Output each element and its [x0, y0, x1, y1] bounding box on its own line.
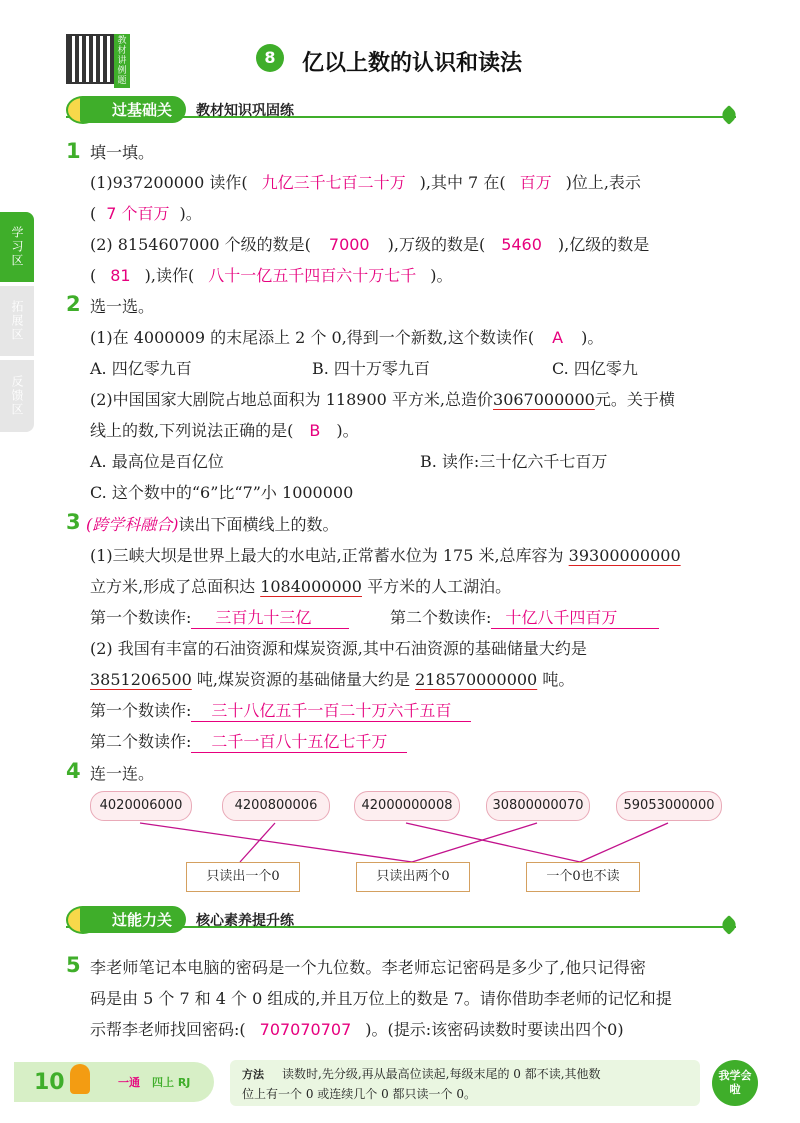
- answer: 十亿八千四百万: [491, 605, 659, 629]
- underlined-number: 39300000000: [568, 546, 681, 565]
- number-card[interactable]: 30800000070: [486, 791, 590, 821]
- answer: 百万: [519, 173, 552, 192]
- q3-reading2: 第二个数读作: 十亿八千四百万: [390, 605, 659, 629]
- category-card[interactable]: 只读出两个0: [356, 862, 470, 892]
- q5-line3: 示帮李老师找回密码:( 707070707 )。(提示:该密码读数时要读出四个0): [90, 1020, 624, 1039]
- q3-reading3: 第一个数读作: 三十八亿五千一百二十万六千五百: [90, 698, 471, 722]
- option-c: C. 四亿零九: [552, 359, 638, 378]
- underlined-number: 218570000000: [415, 670, 538, 689]
- answer: B: [309, 421, 321, 440]
- option-a: A. 最高位是百亿位: [90, 452, 224, 471]
- number-card[interactable]: 42000000008: [354, 791, 460, 821]
- q1-line4: ( 81 ),读作( 八十一亿五千四百六十万七千 )。: [90, 266, 453, 285]
- q4-title: 连一连。: [90, 764, 155, 783]
- q1-line3: (2) 8154607000 个级的数是( 7000 ),万级的数是( 5460 ),亿级的数是: [90, 235, 650, 254]
- lesson-number: 8: [264, 48, 276, 67]
- answer: 三十八亿五千一百二十万六千五百: [191, 698, 471, 722]
- q2-number: 2: [66, 292, 81, 316]
- number-card[interactable]: 4020006000: [90, 791, 192, 821]
- q3-reading1: 第一个数读作: 三百九十三亿: [90, 605, 349, 629]
- q1-line1: (1)937200000 读作( 九亿三千七百二十万 ),其中 7 在( 百万 )位上,表示: [90, 173, 641, 192]
- section-ability: [66, 906, 736, 934]
- q2-line1: (1)在 4000009 的末尾添上 2 个 0,得到一个新数,这个数读作( A )。: [90, 328, 604, 347]
- underlined-number: 1084000000: [260, 577, 362, 596]
- q3-number: 3: [66, 510, 81, 534]
- method-label: 方法: [242, 1068, 264, 1081]
- q3-line4: 3851206500 吨,煤炭资源的基础储量大约是 218570000000 吨。: [90, 670, 575, 689]
- q2-line3: 线上的数,下列说法正确的是( B )。: [90, 421, 359, 440]
- tag-interdisciplinary: (跨学科融合): [86, 515, 179, 534]
- answer: 二千一百八十五亿七千万: [191, 729, 407, 753]
- section-label: 过能力关: [80, 906, 186, 933]
- tab-label: 拓展区: [10, 300, 24, 342]
- q5-line1: 李老师笔记本电脑的密码是一个九位数。李老师忘记密码是多少了,他只记得密: [90, 958, 647, 977]
- page-title: 亿以上数的认识和读法: [302, 51, 523, 76]
- q3-line3: (2) 我国有丰富的石油资源和煤炭资源,其中石油资源的基础储量大约是: [90, 639, 587, 658]
- q1-title: 填一填。: [90, 143, 155, 162]
- option-b: B. 四十万零九百: [312, 359, 430, 378]
- tab-label: 学习区: [10, 226, 24, 268]
- answer: A: [552, 328, 564, 347]
- option-a: A. 四亿零九百: [90, 359, 192, 378]
- number-card[interactable]: 59053000000: [616, 791, 722, 821]
- qr-side-label: 教材讲例题: [114, 34, 130, 88]
- underlined-number: 3851206500: [90, 670, 192, 689]
- section-label: 过基础关: [80, 96, 186, 123]
- answer: 八十一亿五千四百六十万七千: [208, 266, 417, 285]
- grade-label: 四上 RJ: [152, 1076, 191, 1089]
- connect-line: [580, 823, 668, 862]
- q3-line1: (1)三峡大坝是世界上最大的水电站,正常蓄水位为 175 米,总库容为 39300000000: [90, 546, 681, 565]
- q5-number: 5: [66, 953, 81, 977]
- section-subtitle: 教材知识巩固练: [196, 103, 294, 119]
- q2-line2: (2)中国国家大剧院占地总面积为 118900 平方米,总造价3067000000元。关于横: [90, 390, 675, 409]
- method-line1: 读数时,先分级,再从最高位读起,每级末尾的 0 都不读,其他数: [282, 1067, 601, 1081]
- section-subtitle: 核心素养提升练: [196, 913, 294, 929]
- answer: 81: [110, 266, 131, 285]
- q3-reading4: 第二个数读作: 二千一百八十五亿七千万: [90, 729, 407, 753]
- stamp-text: 我学会啦: [718, 1069, 752, 1096]
- mascot-icon: [70, 1064, 90, 1094]
- q5-line2: 码是由 5 个 7 和 4 个 0 组成的,并且万位上的数是 7。请你借助李老师的记忆和提: [90, 989, 672, 1008]
- q4-number: 4: [66, 759, 81, 783]
- method-line2: 位上有一个 0 或连续几个 0 都只读一个 0。: [242, 1087, 476, 1101]
- q1-line2: ( 7 个百万 )。: [90, 204, 202, 223]
- q3-title: (跨学科融合)读出下面横线上的数。: [86, 515, 339, 534]
- underlined-number: 3067000000: [493, 390, 595, 409]
- connect-line: [140, 823, 412, 862]
- answer: 7000: [328, 235, 370, 254]
- category-card[interactable]: 一个0也不读: [526, 862, 640, 892]
- connect-line: [240, 823, 275, 862]
- q1-number: 1: [66, 139, 81, 163]
- answer: 三百九十三亿: [191, 605, 349, 629]
- answer: 7 个百万: [106, 204, 170, 223]
- number-card[interactable]: 4200800006: [222, 791, 330, 821]
- answer: 707070707: [259, 1020, 352, 1039]
- option-c: C. 这个数中的“6”比“7”小 1000000: [90, 483, 354, 502]
- page-number: 10: [34, 1070, 65, 1095]
- category-card[interactable]: 只读出一个0: [186, 862, 300, 892]
- option-b: B. 读作:三十亿六千七百万: [420, 452, 608, 471]
- footer: [0, 1058, 800, 1123]
- leaf-icon: [719, 915, 739, 935]
- stamp-badge: [712, 1060, 758, 1106]
- q2-title: 选一选。: [90, 297, 155, 316]
- tab-label: 反馈区: [10, 375, 24, 417]
- q3-line2: 立方米,形成了总面积达 1084000000 平方米的人工湖泊。: [90, 577, 512, 596]
- answer: 九亿三千七百二十万: [261, 173, 406, 192]
- brand-label: 一通: [118, 1076, 140, 1089]
- answer: 5460: [501, 235, 542, 254]
